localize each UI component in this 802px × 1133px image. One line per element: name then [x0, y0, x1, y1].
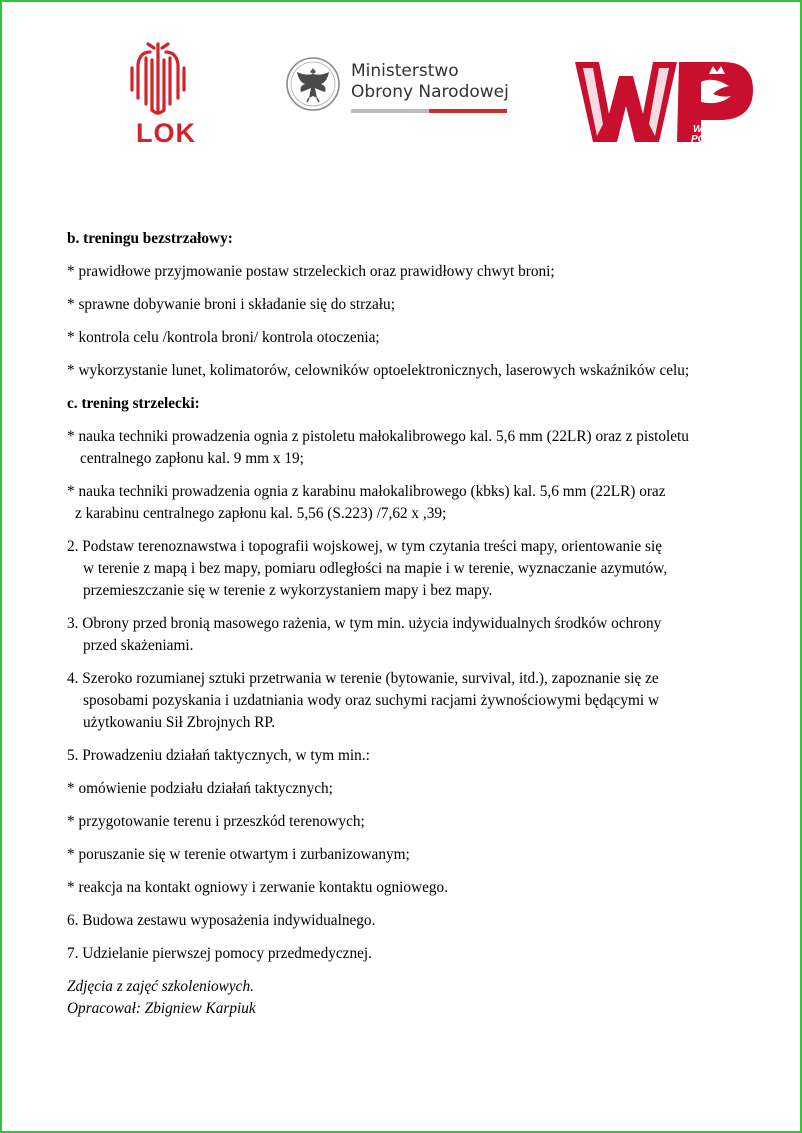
- list-item-line: centralnego zapłonu kal. 9 mm x 19;: [80, 450, 304, 467]
- list-item-line: z karabinu centralnego zapłonu kal. 5,56 (S.223) /7,62 x ,39;: [75, 505, 447, 522]
- list-item: * poruszanie się w terenie otwartym i zurbanizowanym;: [67, 846, 410, 863]
- numbered-paragraph-5: 5. Prowadzeniu działań taktycznych, w tym min.:: [67, 747, 370, 764]
- lok-eagle-icon: [126, 38, 190, 118]
- paragraph-line: sposobami pozyskania i uzdatniania wody oraz suchymi racjami żywnościowymi będącymi w: [83, 692, 660, 709]
- section-c-heading: c. trening strzelecki:: [67, 395, 200, 412]
- wojsko-polskie-logo: [573, 58, 755, 146]
- lok-wordmark: LOK: [136, 118, 196, 148]
- numbered-paragraph-3: [67, 613, 747, 657]
- ministry-name-line1: Ministerstwo: [351, 61, 459, 81]
- paragraph-line: 4. Szeroko rozumianej sztuki przetrwania w terenie (bytowanie, survival, itd.), zapoznanie się ze: [67, 670, 659, 687]
- ministry-underline-bar: [351, 109, 507, 113]
- list-item-line: * nauka techniki prowadzenia ognia z karabinu małokalibrowego (kbks) kal. 5,6 mm (22LR) oraz: [67, 483, 666, 500]
- list-item: * kontrola celu /kontrola broni/ kontrola otoczenia;: [67, 329, 380, 346]
- ministry-name-line2: Obrony Narodowej: [351, 82, 509, 102]
- paragraph-line: użytkowaniu Sił Zbrojnych RP.: [83, 714, 276, 731]
- author-credit: Opracował: Zbigniew Karpiuk: [67, 1000, 256, 1017]
- header-logos: [0, 0, 802, 170]
- wp-label-line1: WOJSKO: [693, 124, 738, 135]
- document-body: [67, 228, 747, 1020]
- paragraph-line: 2. Podstaw terenoznawstwa i topografii wojskowej, w tym czytania treści mapy, orientowanie się: [67, 538, 663, 555]
- list-item: * sprawne dobywanie broni i składanie się do strzału;: [67, 296, 395, 313]
- wp-label-line2: POLSKIE: [691, 134, 735, 145]
- list-item: * wykorzystanie lunet, kolimatorów, celowników optoelektronicznych, laserowych wskaźników celu;: [67, 362, 690, 379]
- paragraph-line: w terenie z mapą i bez mapy, pomiaru odległości na mapie i w terenie, wyznaczanie azymutów,: [83, 560, 668, 577]
- eagle-emblem-icon: [285, 56, 341, 112]
- list-item: * prawidłowe przyjmowanie postaw strzeleckich oraz prawidłowy chwyt broni;: [67, 263, 555, 280]
- numbered-paragraph-2: [67, 536, 747, 602]
- list-item: [67, 481, 747, 525]
- numbered-paragraph-7: 7. Udzielanie pierwszej pomocy przedmedycznej.: [67, 945, 372, 962]
- wp-emblem-icon: [573, 58, 755, 146]
- paragraph-line: przed skażeniami.: [83, 637, 194, 654]
- list-item: [67, 426, 747, 470]
- numbered-paragraph-4: [67, 668, 747, 734]
- paragraph-line: przemieszczanie się w terenie z wykorzystaniem mapy i bez mapy.: [83, 582, 493, 599]
- footer: [67, 976, 747, 1020]
- list-item: * omówienie podziału działań taktycznych;: [67, 780, 333, 797]
- list-item: * reakcja na kontakt ogniowy i zerwanie kontaktu ogniowego.: [67, 879, 449, 896]
- list-item-line: * nauka techniki prowadzenia ognia z pistoletu małokalibrowego kal. 5,6 mm (22LR) oraz z pistoletu: [67, 428, 689, 445]
- list-item: * przygotowanie terenu i przeszkód terenowych;: [67, 813, 365, 830]
- ministry-logo: [285, 56, 515, 116]
- numbered-paragraph-6: 6. Budowa zestawu wyposażenia indywidualnego.: [67, 912, 376, 929]
- paragraph-line: 3. Obrony przed bronią masowego rażenia, w tym min. użycia indywidualnych środków ochrony: [67, 615, 662, 632]
- section-b-heading: b. treningu bezstrzałowy:: [67, 230, 233, 247]
- photos-caption: Zdjęcia z zajęć szkoleniowych.: [67, 978, 254, 995]
